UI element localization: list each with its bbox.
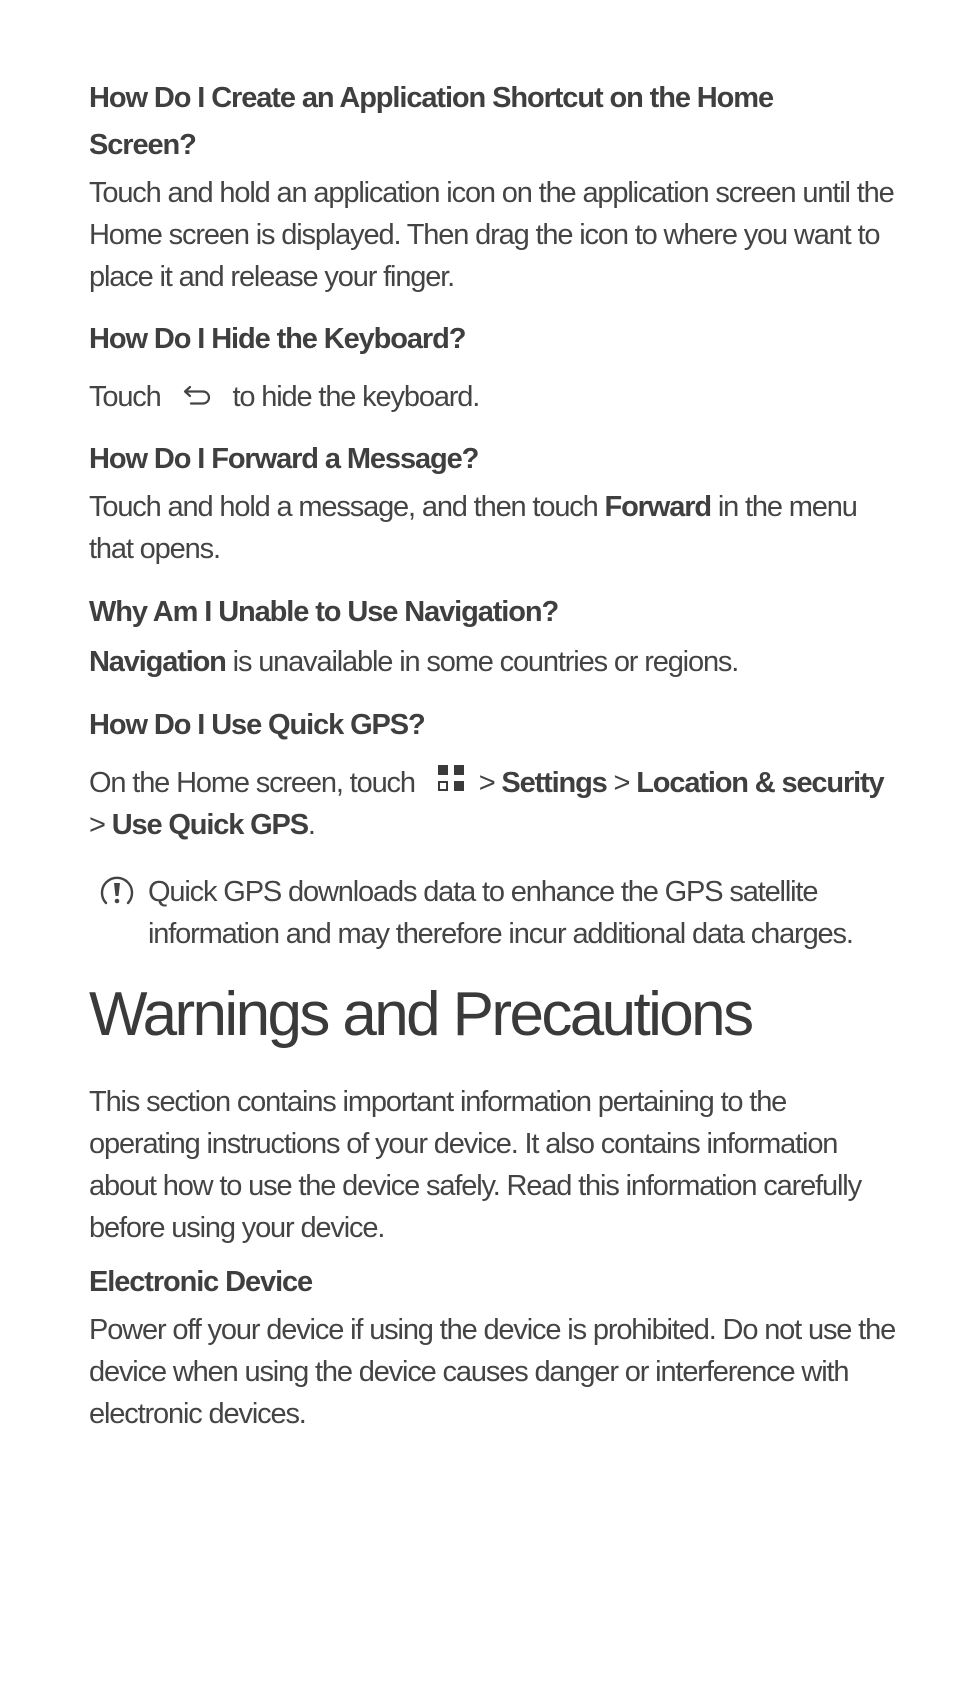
electronic-device-line2: device when using the device causes danger or interference with [89,1356,849,1388]
app-grid-icon [436,763,466,805]
quick-gps-settings: Settings [501,767,607,799]
quick-gps-use-quick-gps: Use Quick GPS [111,809,308,841]
electronic-device-line3: electronic devices. [89,1398,306,1430]
warnings-intro-line1: This section contains important information pertaining to the [89,1086,787,1118]
quick-gps-sep2: > [606,767,637,799]
navigation-body-after: is unavailable in some countries or regions. [225,646,739,678]
quick-gps-body-before: On the Home screen, touch [89,767,415,799]
note-text [148,871,879,955]
shortcut-heading-line1: How Do I Create an Application Shortcut on the Home [89,82,773,114]
quick-gps-heading: How Do I Use Quick GPS? [89,709,425,741]
shortcut-body-line1: Touch and hold an application icon on the application screen until the [89,177,894,209]
navigation-body [89,641,879,683]
shortcut-body-line3: place it and release your finger. [89,261,455,293]
warnings-intro-line3: about how to use the device safely. Read this information carefully [89,1170,861,1202]
tip-icon [97,872,137,912]
forward-body-after: in the menu [710,491,857,523]
navigation-heading: Why Am I Unable to Use Navigation? [89,596,559,628]
keyboard-body-after: to hide the keyboard. [232,381,480,413]
forward-body-line2: that opens. [89,533,220,565]
page-title: Warnings and Precautions [89,980,752,1049]
shortcut-body-line2: Home screen is displayed. Then drag the icon to where you want to [89,219,880,251]
quick-gps-body-line2 [89,804,879,846]
quick-gps-end: . [307,809,315,841]
note-line2: information and may therefore incur additional data charges. [148,918,853,950]
keyboard-body [89,376,879,419]
note-line1: Quick GPS downloads data to enhance the GPS satellite [148,876,818,908]
warnings-intro-line4: before using your device. [89,1212,385,1244]
warnings-intro-line2: operating instructions of your device. It also contains information [89,1128,838,1160]
quick-gps-body-line1 [89,762,884,805]
forward-body-bold: Forward [604,491,711,523]
electronic-device-line1: Power off your device if using the device is prohibited. Do not use the [89,1314,896,1346]
shortcut-heading-line2: Screen? [89,129,196,161]
keyboard-heading: How Do I Hide the Keyboard? [89,323,466,355]
quick-gps-location-security: Location & security [636,767,884,799]
keyboard-body-before: Touch [89,381,161,413]
navigation-body-bold: Navigation [89,646,226,678]
electronic-device-heading: Electronic Device [89,1266,313,1298]
forward-heading: How Do I Forward a Message? [89,443,479,475]
quick-gps-sep3: > [89,809,112,841]
forward-body-before: Touch and hold a message, and then touch [89,491,605,523]
quick-gps-sep1: > [471,767,502,799]
forward-body-line1 [89,486,879,528]
back-arrow-icon [182,377,214,419]
